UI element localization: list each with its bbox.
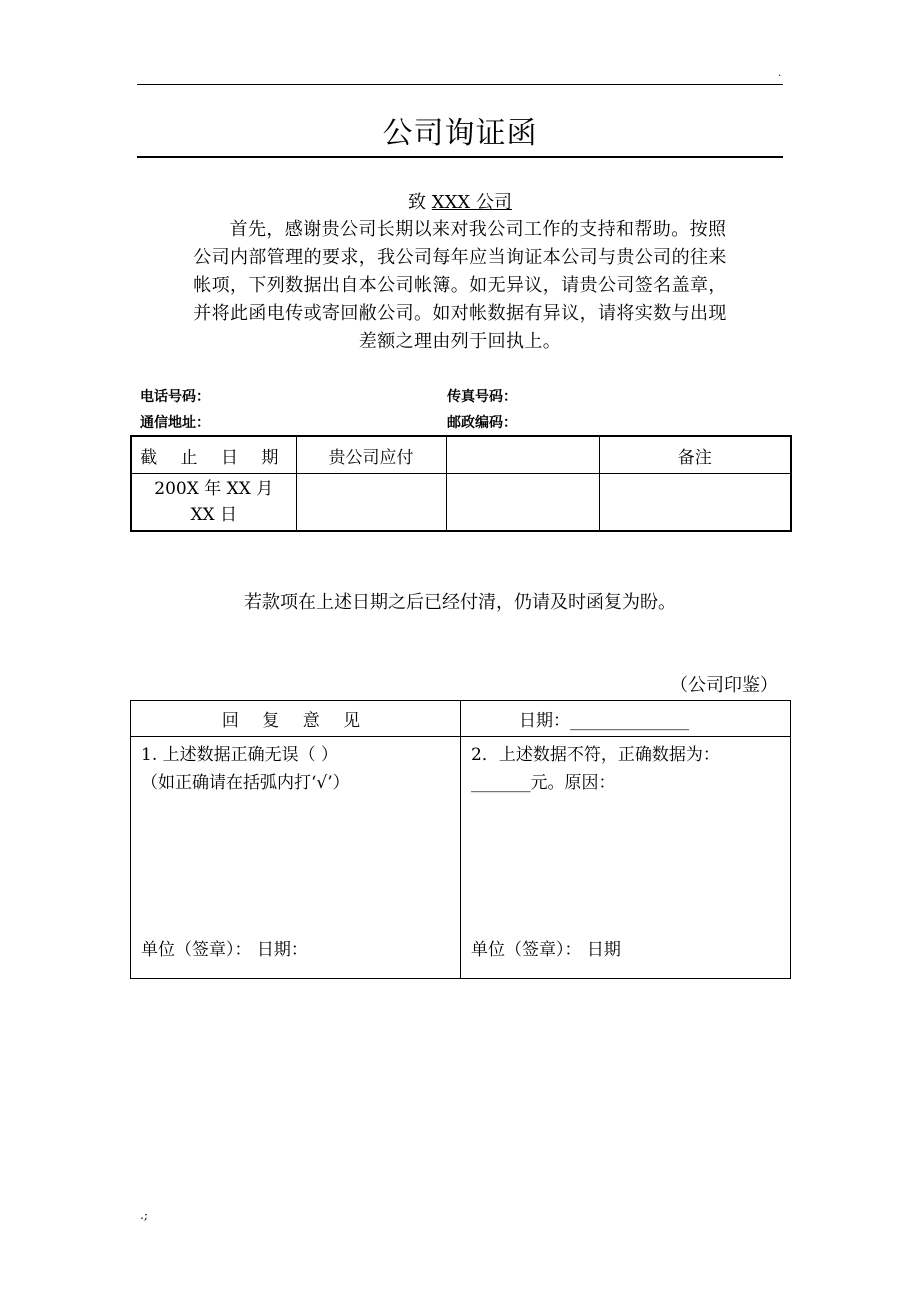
disagree-line-2: _______元。原因： [471, 773, 616, 793]
balance-table [130, 435, 792, 532]
col-payable: 贵公司应付 [296, 436, 446, 474]
table-header-row [131, 436, 791, 474]
reply-opinion-header: 回 复 意 见 [131, 701, 461, 737]
postcode-label: 邮政编码： [447, 415, 517, 431]
disagree-signature: 单位（签章）： 日期 [471, 940, 621, 960]
addressee-company: XXX 公司 [431, 192, 512, 213]
cell-remark[interactable] [599, 474, 791, 532]
agree-line-1: 1. 上述数据正确无误（ ） [141, 745, 339, 765]
body-line: 并将此函电传或寄回敝公司。如对帐数据有异议，请将实数与出现 [193, 303, 727, 324]
reply-agree-cell[interactable] [131, 737, 461, 979]
body-line: 帐项，下列数据出自本公司帐簿。如无异议，请贵公司签名盖章， [193, 275, 727, 296]
body-line: 差额之理由列于回执上。 [358, 331, 562, 352]
col-remark: 备注 [599, 436, 791, 474]
reply-disagree-cell[interactable] [461, 737, 791, 979]
address-label: 通信地址： [140, 415, 210, 431]
payment-note: 若款项在上述日期之后已经付清，仍请及时函复为盼。 [244, 592, 676, 613]
title-rule [137, 156, 783, 158]
addressee [0, 190, 920, 216]
fax-label: 传真号码： [447, 389, 517, 405]
cell-date [131, 474, 296, 532]
reply-body-row [131, 737, 791, 979]
cell-col3[interactable] [446, 474, 599, 532]
reply-table [130, 700, 791, 979]
cell-payable[interactable] [296, 474, 446, 532]
body-line: 首先，感谢贵公司长期以来对我公司工作的支持和帮助。按照 [229, 219, 727, 240]
body-line: 公司内部管理的要求，我公司每年应当询证本公司与贵公司的往来 [193, 247, 727, 268]
company-seal-label: （公司印鉴） [670, 675, 778, 696]
date-line-2: XX 日 [190, 505, 238, 525]
agree-signature: 单位（签章）： 日期： [141, 940, 308, 960]
col-blank [446, 436, 599, 474]
letter-body [140, 216, 780, 356]
agree-text [141, 741, 454, 797]
reply-date-field[interactable]: 日期：______________ [461, 701, 791, 737]
header-mark: . [778, 68, 782, 79]
col-cutoff-date: 截 止 日 期 [131, 436, 296, 474]
phone-label: 电话号码： [140, 389, 210, 405]
addressee-prefix: 致 [408, 192, 432, 213]
page-title: 公司询证函 [382, 116, 538, 151]
disagree-line-1: 2．上述数据不符，正确数据为： [471, 745, 720, 765]
footer-mark: .; [140, 1208, 148, 1222]
reply-header-row [131, 701, 791, 737]
table-row [131, 474, 791, 532]
disagree-text [471, 741, 784, 797]
agree-line-2: （如正确请在括弧内打‘√’） [141, 773, 350, 793]
date-line-1: 200X 年 XX 月 [154, 479, 274, 499]
top-rule [137, 84, 783, 85]
